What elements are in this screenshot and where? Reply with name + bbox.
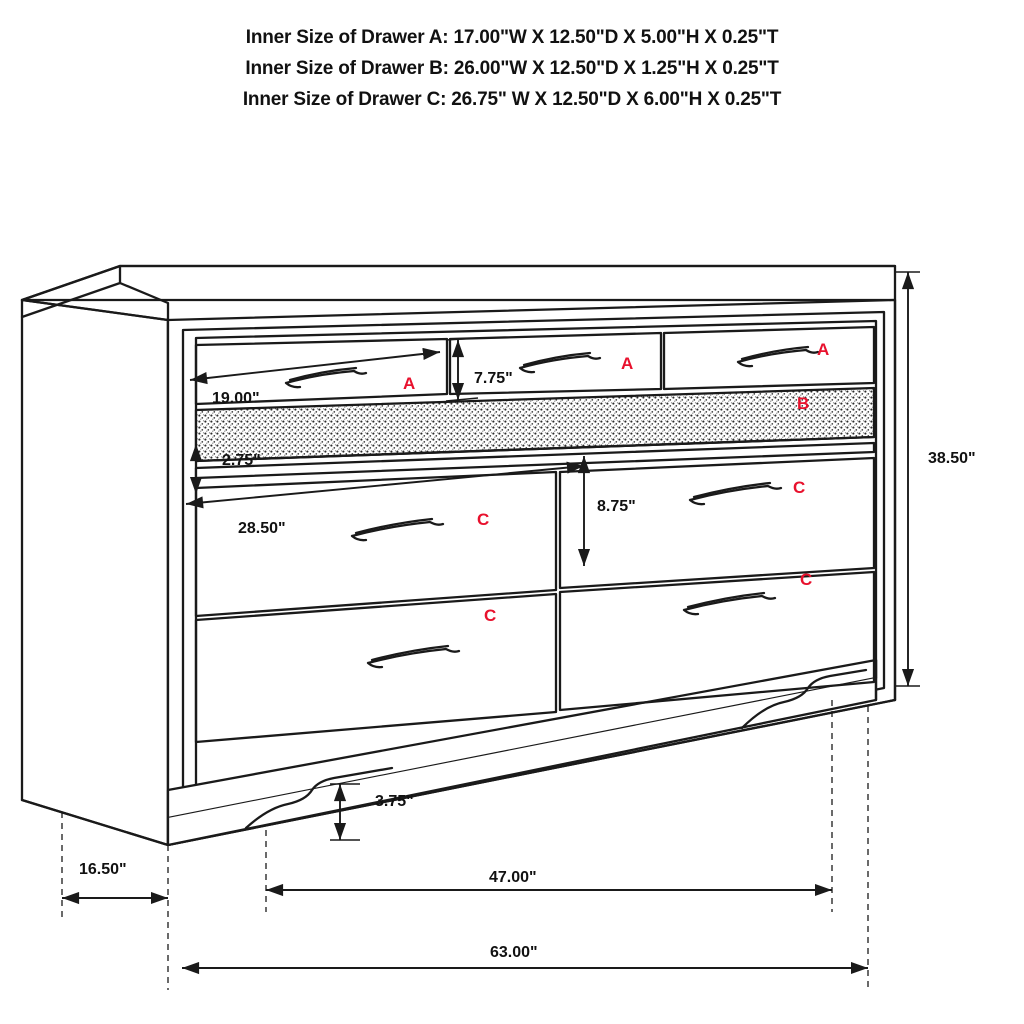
dimension-drawer-c-height: 8.75" bbox=[597, 498, 636, 515]
dimension-leg-span-width: 47.00" bbox=[489, 869, 537, 886]
drawer-label-a-middle: A bbox=[621, 354, 634, 373]
drawer-label-a-right: A bbox=[817, 340, 830, 359]
drawer-label-c-lower-left: C bbox=[484, 606, 497, 625]
dimension-overall-width: 63.00" bbox=[490, 944, 538, 961]
dimension-overall-height: 38.50" bbox=[928, 450, 976, 467]
dimension-drawer-c-width: 28.50" bbox=[238, 520, 286, 537]
drawer-label-c-upper-left: C bbox=[477, 510, 490, 529]
drawer-label-c-upper-right: C bbox=[793, 478, 806, 497]
drawer-label-a-left: A bbox=[403, 374, 416, 393]
dimension-drawer-a-height: 7.75" bbox=[474, 370, 513, 387]
drawer-b-spec-line: Inner Size of Drawer B: 26.00"W X 12.50"D X 1.25"H X 0.25"T bbox=[245, 58, 779, 79]
drawer-a-spec-line: Inner Size of Drawer A: 17.00"W X 12.50"D X 5.00"H X 0.25"T bbox=[245, 27, 779, 48]
dimension-drawer-b-height: 2.75" bbox=[222, 452, 261, 469]
drawer-label-c-lower-right: C bbox=[800, 570, 813, 589]
dimension-drawer-a-width: 19.00" bbox=[212, 390, 260, 407]
dimension-depth: 16.50" bbox=[79, 861, 127, 878]
drawer-label-b-right: B bbox=[797, 394, 810, 413]
drawer-c-spec-line: Inner Size of Drawer C: 26.75" W X 12.50"D X 6.00"H X 0.25"T bbox=[242, 89, 782, 110]
dimension-clearance-height: 3.75" bbox=[375, 793, 414, 810]
